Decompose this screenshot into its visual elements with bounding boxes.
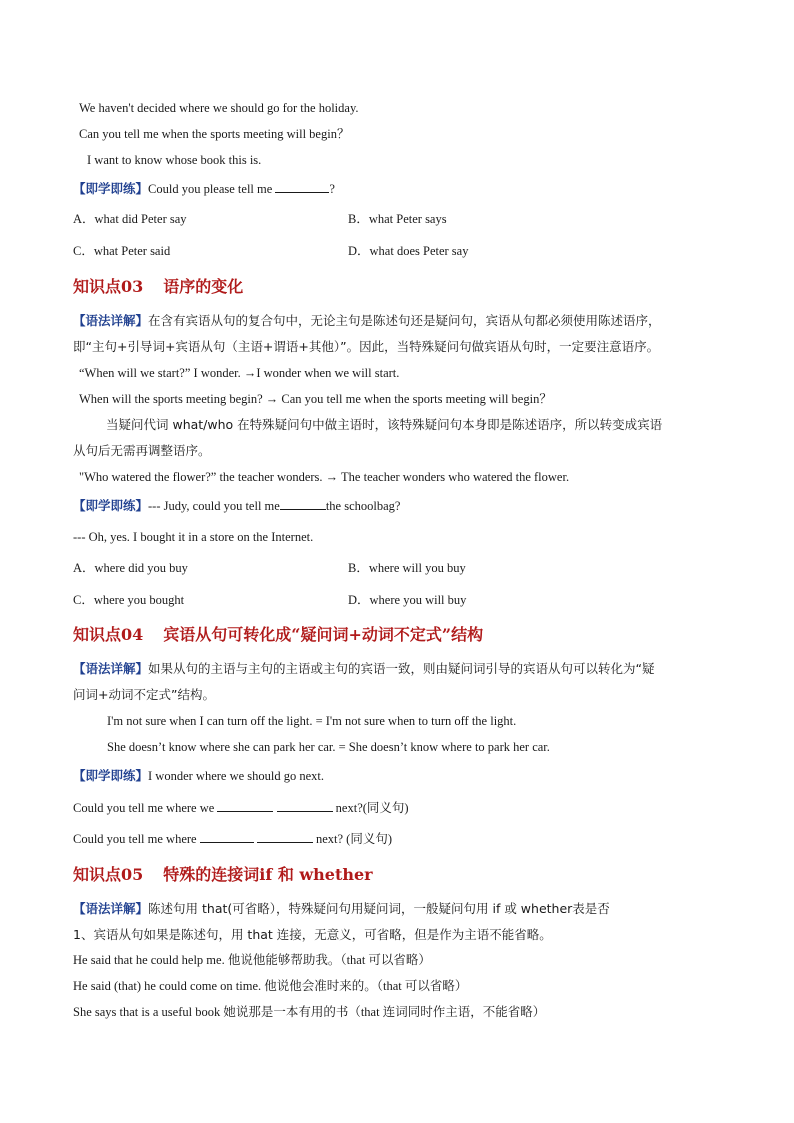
section-title: 宾语从句可转化成“疑问词+动词不定式”结构 — [163, 625, 484, 644]
section-number: 知识点04 — [73, 625, 144, 644]
option-d: D．where you will buy — [348, 593, 467, 607]
example-sentence: “When will we start?” I wonder. →I wonder when we will start. — [79, 366, 400, 380]
question-text: --- Judy, could you tell me — [148, 499, 280, 513]
practice-tag: 【即学即练】 — [73, 768, 149, 783]
option-c: C．where you bought — [73, 593, 185, 607]
question-end: ? — [329, 182, 335, 196]
example-sentence: He said (that) he could come on time. 他说他会准时来的。（that 可以省略） — [73, 979, 468, 993]
grammar-explanation — [73, 313, 661, 329]
example-sentence: I'm not sure when I can turn off the light. = I'm not sure when to turn off the light. — [107, 714, 517, 728]
explanation-text: 问词+动词不定式”结构。 — [73, 687, 215, 702]
dialogue-reply: --- Oh, yes. I bought it in a store on the Internet. — [73, 530, 314, 544]
practice-question — [73, 180, 335, 197]
practice-question — [73, 768, 324, 784]
answer-blank — [280, 497, 326, 510]
example-sentence: She doesn’t know where she can park her car. = She doesn’t know where to park her car. — [107, 740, 550, 754]
explanation-text: 当疑问代词 what/who 在特殊疑问句中做主语时，该特殊疑问句本身即是陈述语序，所以转变成宾语 — [106, 417, 663, 432]
explanation-text: 陈述句用 that(可省略），特殊疑问句用疑问词，一般疑问句用 if 或 whether表是否 — [148, 901, 610, 916]
rewrite-question — [73, 830, 392, 847]
example-sentence: Can you tell me when the sports meeting will begin？ — [79, 127, 350, 141]
explanation-text: 如果从句的主语与主句的主语或主句的宾语一致，则由疑问词引导的宾语从句可以转化为“疑 — [148, 661, 655, 676]
answer-blank — [257, 830, 313, 843]
question-end: the schoolbag? — [325, 499, 401, 513]
grammar-tag: 【语法详解】 — [73, 313, 149, 328]
answer-blank — [275, 180, 329, 193]
question-text: Could you please tell me — [148, 182, 276, 196]
question-end: next? (同义句) — [312, 832, 392, 846]
answer-blank — [217, 799, 273, 812]
option-d: D．what does Peter say — [348, 244, 469, 258]
section-number: 知识点05 — [73, 865, 144, 884]
section-heading-04 — [73, 625, 483, 645]
answer-blank — [277, 799, 333, 812]
section-heading-05 — [73, 865, 373, 885]
section-number: 知识点03 — [73, 277, 144, 296]
option-b: B．where will you buy — [348, 561, 466, 575]
section-title: 语序的变化 — [163, 277, 244, 296]
section-title: 特殊的连接词if 和 whether — [163, 865, 373, 884]
example-sentence: He said that he could help me. 他说他能够帮助我。（that 可以省略） — [73, 953, 431, 967]
option-a: A．where did you buy — [73, 561, 188, 575]
explanation-text: 即“主句+引导词+宾语从句（主语+谓语+其他）”。因此，当特殊疑问句做宾语从句时，一定要注意语序。 — [73, 339, 660, 354]
answer-blank — [200, 830, 254, 843]
grammar-explanation — [73, 661, 655, 677]
grammar-tag: 【语法详解】 — [73, 661, 149, 676]
option-a: A．what did Peter say — [73, 212, 187, 226]
practice-tag: 【即学即练】 — [73, 498, 149, 513]
option-b: B．what Peter says — [348, 212, 447, 226]
explanation-text: 从句后无需再调整语序。 — [73, 443, 211, 458]
explanation-text: 在含有宾语从句的复合句中，无论主句是陈述句还是疑问句，宾语从句都必须使用陈述语序， — [148, 313, 661, 328]
question-end: next?(同义句) — [332, 801, 409, 815]
question-text: Could you tell me where — [73, 832, 200, 846]
example-sentence: I want to know whose book this is. — [87, 153, 262, 167]
question-text: I wonder where we should go next. — [148, 769, 325, 783]
option-c: C．what Peter said — [73, 244, 171, 258]
example-sentence: "Who watered the flower?” the teacher wonders. → The teacher wonders who watered the flower. — [79, 470, 570, 484]
grammar-tag: 【语法详解】 — [73, 901, 149, 916]
question-text: Could you tell me where we — [73, 801, 218, 815]
explanation-text: 1、宾语从句如果是陈述句，用 that 连接，无意义，可省略，但是作为主语不能省略。 — [73, 927, 552, 942]
practice-question — [73, 497, 400, 514]
example-sentence: When will the sports meeting begin? → Can you tell me when the sports meeting will begin？ — [79, 392, 552, 406]
grammar-explanation — [73, 901, 610, 917]
rewrite-question — [73, 799, 409, 816]
example-sentence: We haven't decided where we should go for the holiday. — [79, 101, 359, 115]
example-sentence: She says that is a useful book 她说那是一本有用的书（that 连词同时作主语，不能省略） — [73, 1005, 546, 1019]
practice-tag: 【即学即练】 — [73, 181, 149, 196]
section-heading-03 — [73, 277, 243, 297]
